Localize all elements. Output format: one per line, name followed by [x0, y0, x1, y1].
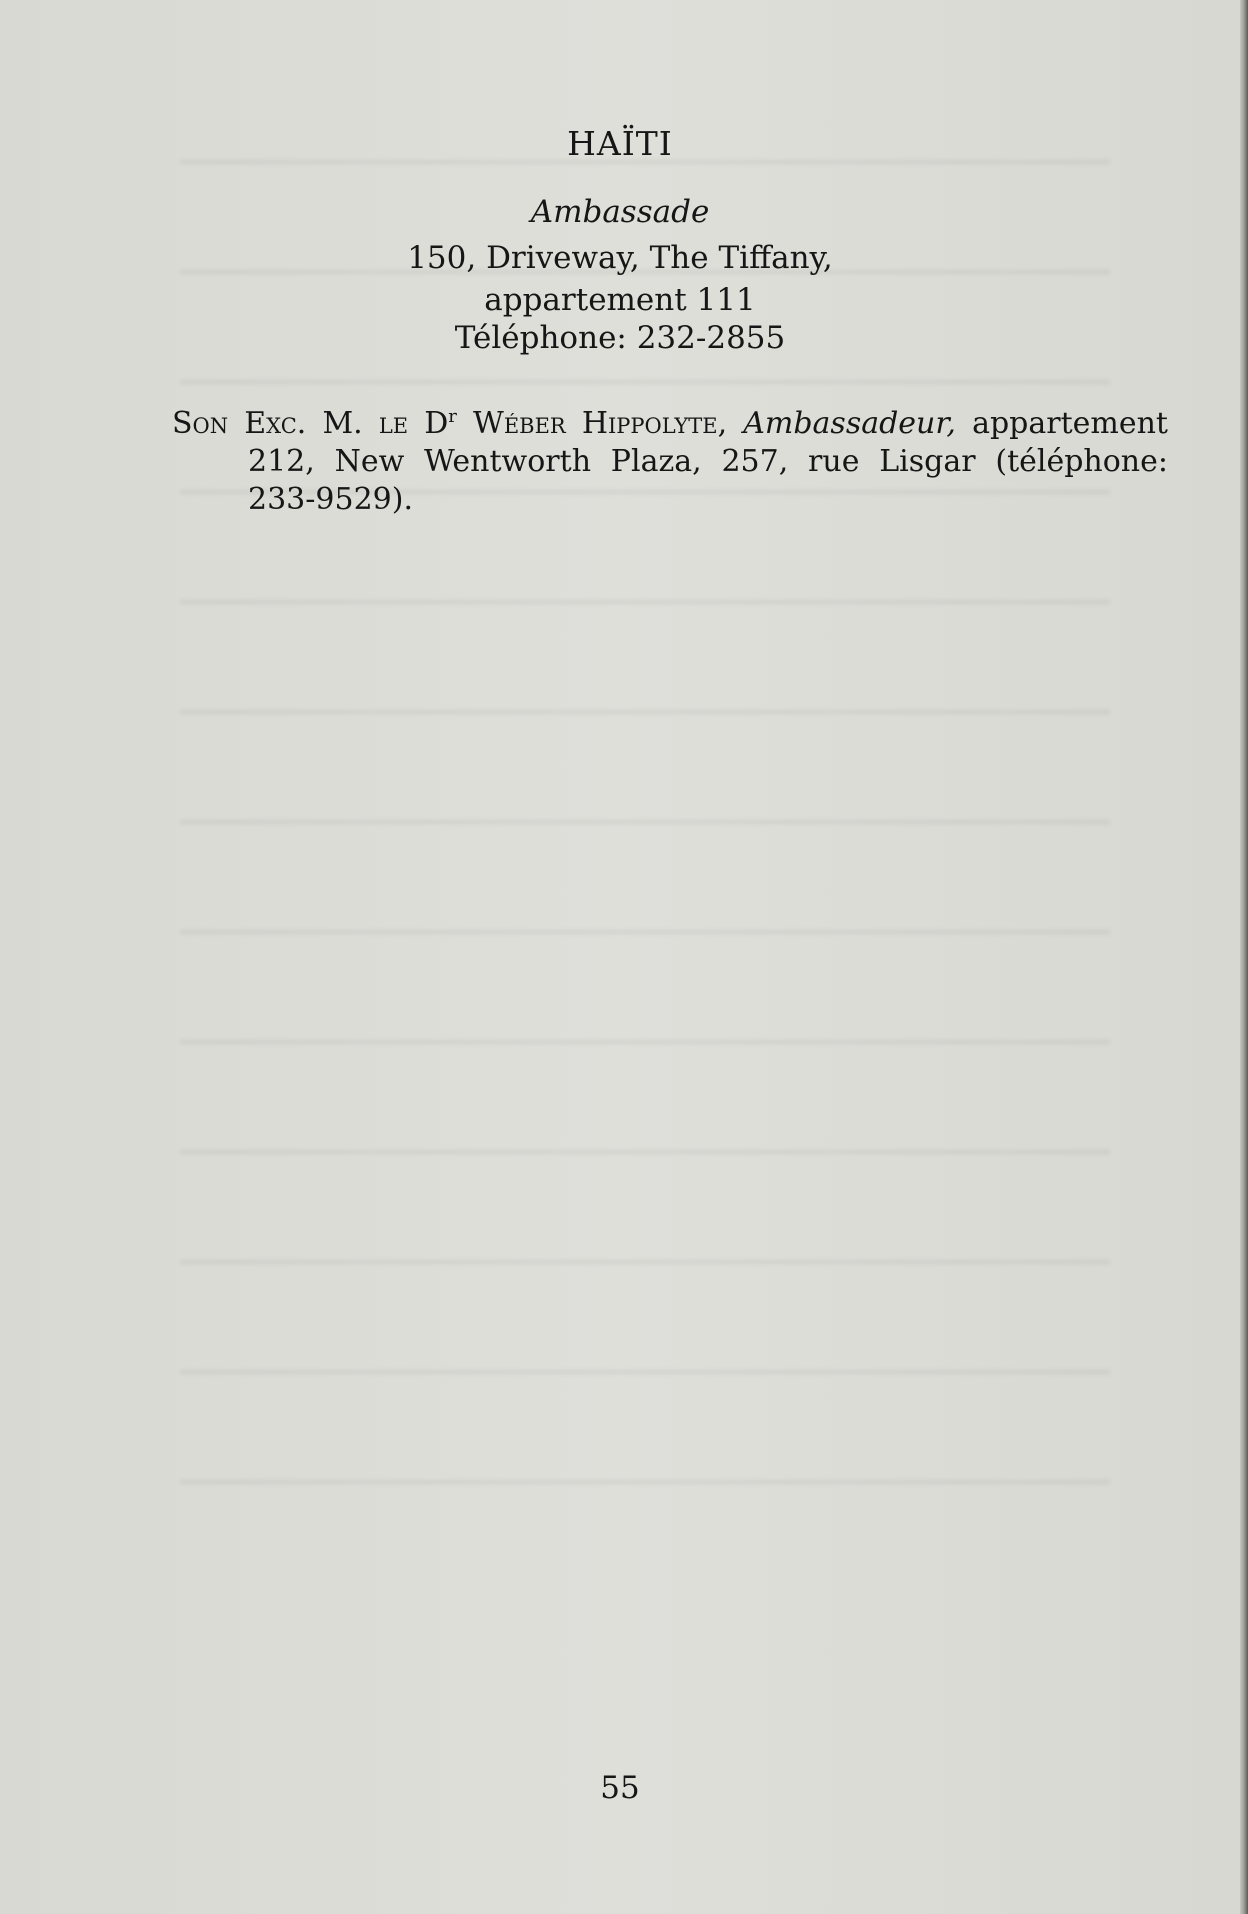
address-line-1: 150, Driveway, The Tiffany, — [407, 240, 833, 276]
mission-type: Ambassade — [530, 194, 710, 230]
telephone-line: Téléphone: 232-2855 — [454, 320, 786, 356]
page-number: 55 — [600, 1770, 640, 1806]
entry-superscript: r — [448, 406, 457, 427]
entry-honorific: Son Exc. M. le D — [172, 406, 449, 441]
country-heading: HAÏTI — [567, 124, 673, 163]
entry-title: Ambassadeur, — [727, 406, 956, 441]
entry-details: appartement 212, New Wentworth Plaza, 257, rue Lisgar (téléphone: 233-9529). — [248, 406, 1168, 517]
address-line-2: appartement 111 — [484, 282, 756, 318]
ambassador-entry — [172, 398, 1168, 519]
page-edge-shadow — [1240, 0, 1248, 1914]
entry-name: Wéber Hippolyte, — [456, 406, 728, 441]
